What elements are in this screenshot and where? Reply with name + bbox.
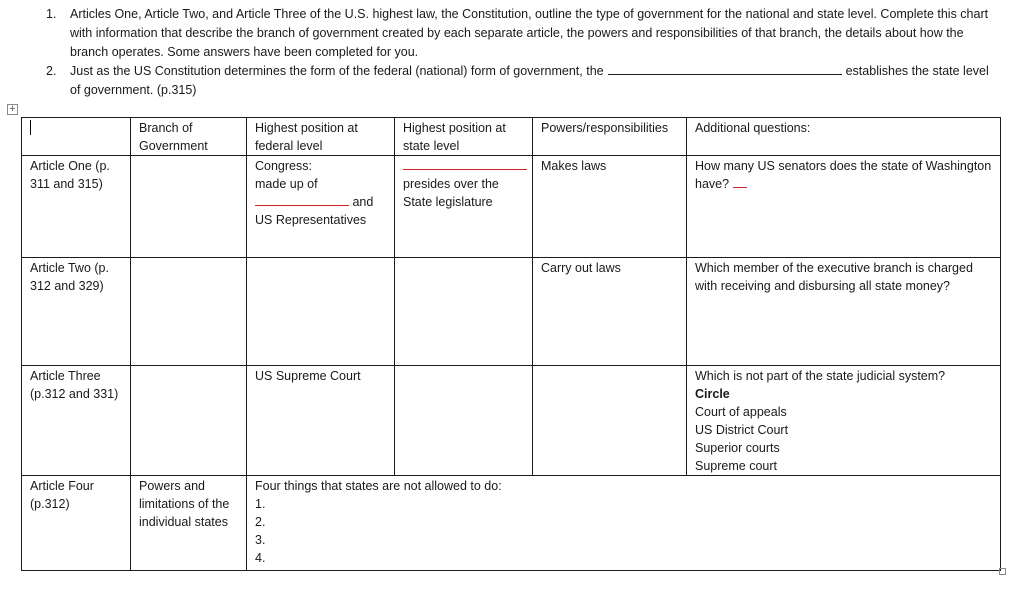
row3-article: Article Three (p.312 and 331) [22, 366, 131, 476]
text-cursor [30, 120, 31, 135]
row1-question: How many US senators does the state of Washington have? [695, 159, 992, 191]
row3-question: Which is not part of the state judicial system? [695, 369, 946, 383]
list-item: 4. [255, 551, 266, 565]
row1-federal-line1: Congress: [255, 159, 312, 173]
row3-state-cell[interactable] [395, 366, 533, 476]
list-item: 1. [255, 497, 266, 511]
row4-prompt: Four things that states are not allowed to do: [255, 479, 502, 493]
row1-state-cell[interactable] [395, 156, 533, 258]
state-leader-blank[interactable] [403, 158, 527, 170]
row2-powers: Carry out laws [533, 258, 687, 366]
list-item: 2. [255, 515, 266, 529]
row1-federal-and: and [352, 195, 374, 209]
row3-powers-cell[interactable] [533, 366, 687, 476]
row2-article: Article Two (p. 312 and 329) [22, 258, 131, 366]
row3-question-cell [687, 366, 1001, 476]
header-additional: Additional questions: [687, 118, 1001, 156]
row1-federal-line4: US Representatives [255, 213, 367, 227]
row2-state-cell[interactable] [395, 258, 533, 366]
row1-branch-cell[interactable] [131, 156, 247, 258]
row1-article: Article One (p. 311 and 315) [22, 156, 131, 258]
instruction-item-2 [46, 62, 996, 100]
instruction-text-1: Articles One, Article Two, and Article Three of the U.S. highest law, the Constitution, outline the type of government for the national and state level. Complete this chart with information that describe the branch of government created by each separate article, the powers and responsibilities of that branch, the details about how the branch operates. Some answers have been completed for you. [70, 7, 989, 59]
row3-branch-cell[interactable] [131, 366, 247, 476]
row1-federal-line2: made up of [255, 177, 318, 191]
court-option[interactable]: Supreme court [695, 459, 777, 473]
header-row [22, 118, 1001, 156]
row3-federal: US Supreme Court [247, 366, 395, 476]
table-move-handle-icon[interactable]: + [7, 104, 18, 115]
senators-blank[interactable] [255, 194, 349, 206]
row3-instruction: Circle [695, 387, 730, 401]
header-federal: Highest position at federal level [247, 118, 395, 156]
row2-federal-cell[interactable] [247, 258, 395, 366]
instruction-number-1: 1. [46, 7, 57, 21]
row2-question[interactable]: Which member of the executive branch is charged with receiving and disbursing all state money? [687, 258, 1001, 366]
row1-question-cell[interactable] [687, 156, 1001, 258]
row2-branch-cell[interactable] [131, 258, 247, 366]
table-row [22, 258, 1001, 366]
row1-state-text: presides over the State legislature [403, 177, 499, 209]
table-row [22, 366, 1001, 476]
government-chart-table [21, 117, 1001, 571]
table-resize-handle-icon[interactable] [999, 568, 1006, 575]
court-option[interactable]: US District Court [695, 423, 789, 437]
instruction-item-1 [46, 5, 996, 62]
state-constitution-blank[interactable] [608, 62, 842, 75]
instruction-text-2-before: Just as the US Constitution determines the form of the federal (national) form of government, the [70, 64, 604, 78]
senator-count-blank[interactable] [733, 176, 747, 188]
table-row [22, 156, 1001, 258]
list-item: 3. [255, 533, 266, 547]
header-powers: Powers/responsibilities [533, 118, 687, 156]
instruction-text-2-after: establishes the state level of government. (p.315) [70, 64, 989, 97]
table-row [22, 476, 1001, 571]
court-option[interactable]: Court of appeals [695, 405, 787, 419]
header-state: Highest position at state level [395, 118, 533, 156]
court-option[interactable]: Superior courts [695, 441, 780, 455]
instructions [46, 5, 996, 100]
header-empty-cell[interactable] [22, 118, 131, 156]
row4-branch: Powers and limitations of the individual states [131, 476, 247, 571]
row4-article: Article Four (p.312) [22, 476, 131, 571]
row4-list-cell[interactable] [247, 476, 1001, 571]
header-branch: Branch of Government [131, 118, 247, 156]
row1-federal-cell[interactable] [247, 156, 395, 258]
instruction-number-2: 2. [46, 64, 57, 78]
row1-powers: Makes laws [533, 156, 687, 258]
